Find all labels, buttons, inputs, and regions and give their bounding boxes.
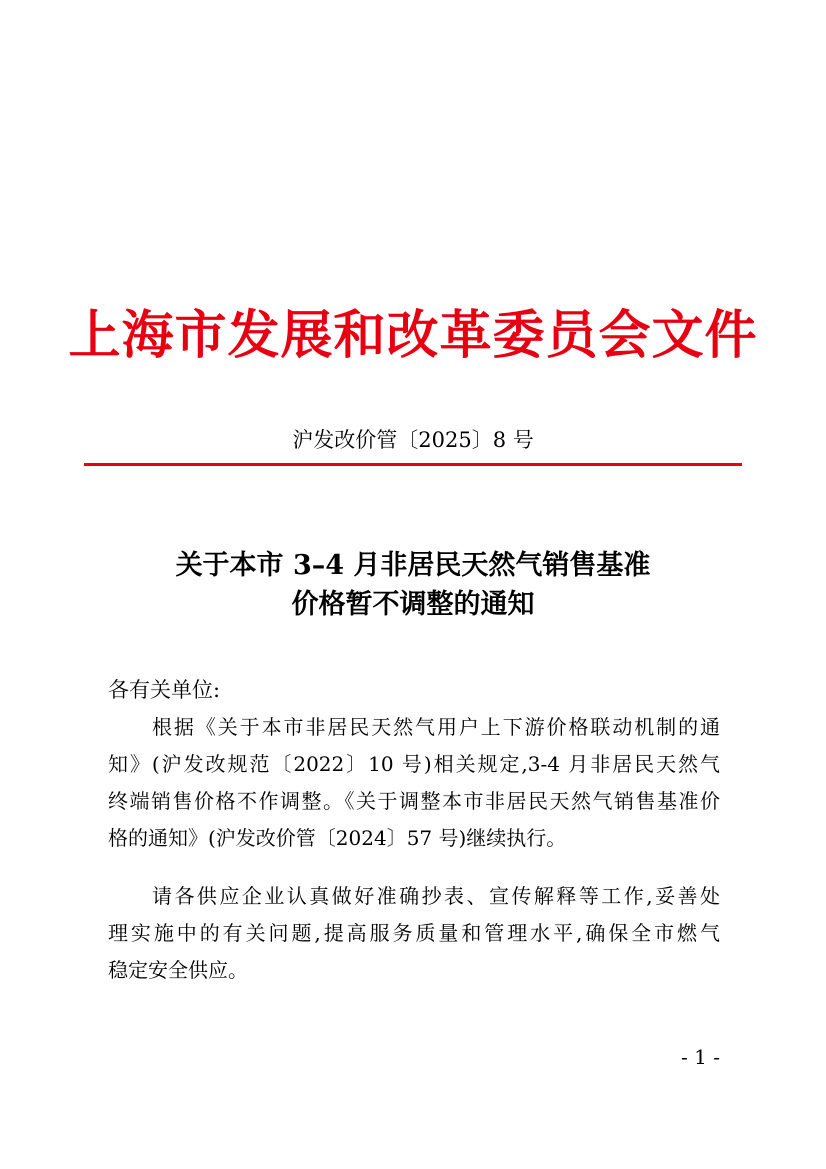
red-separator-line bbox=[84, 463, 742, 466]
paragraph-2-line-3: 稳定安全供应。 bbox=[108, 958, 248, 982]
salutation: 各有关单位: bbox=[108, 678, 221, 702]
document-number: 沪发改价管〔2025〕8 号 bbox=[292, 428, 534, 452]
notice-title-line-2: 价格暂不调整的通知 bbox=[291, 589, 535, 620]
issuing-authority-title: 上海市发展和改革委员会文件 bbox=[68, 305, 758, 366]
paragraph-1-line-1: 根据《关于本市非居民天然气用户上下游价格联动机制的通 bbox=[152, 715, 720, 739]
paragraph-2-line-1: 请各供应企业认真做好准确抄表、宣传解释等工作,妥善处 bbox=[152, 884, 720, 908]
paragraph-1-line-3: 终端销售价格不作调整。《关于调整本市非居民天然气销售基准价 bbox=[108, 789, 720, 813]
paragraph-1-line-2: 知》(沪发改规范〔2022〕10 号)相关规定,3-4 月非居民天然气 bbox=[108, 752, 720, 776]
notice-title-line-1: 关于本市 3–4 月非居民天然气销售基准 bbox=[175, 550, 651, 581]
paragraph-2-line-2: 理实施中的有关问题,提高服务质量和管理水平,确保全市燃气 bbox=[108, 921, 720, 945]
page-number: - 1 - bbox=[681, 1045, 720, 1069]
paragraph-1-line-4: 格的通知》(沪发改价管〔2024〕57 号)继续执行。 bbox=[108, 826, 567, 850]
